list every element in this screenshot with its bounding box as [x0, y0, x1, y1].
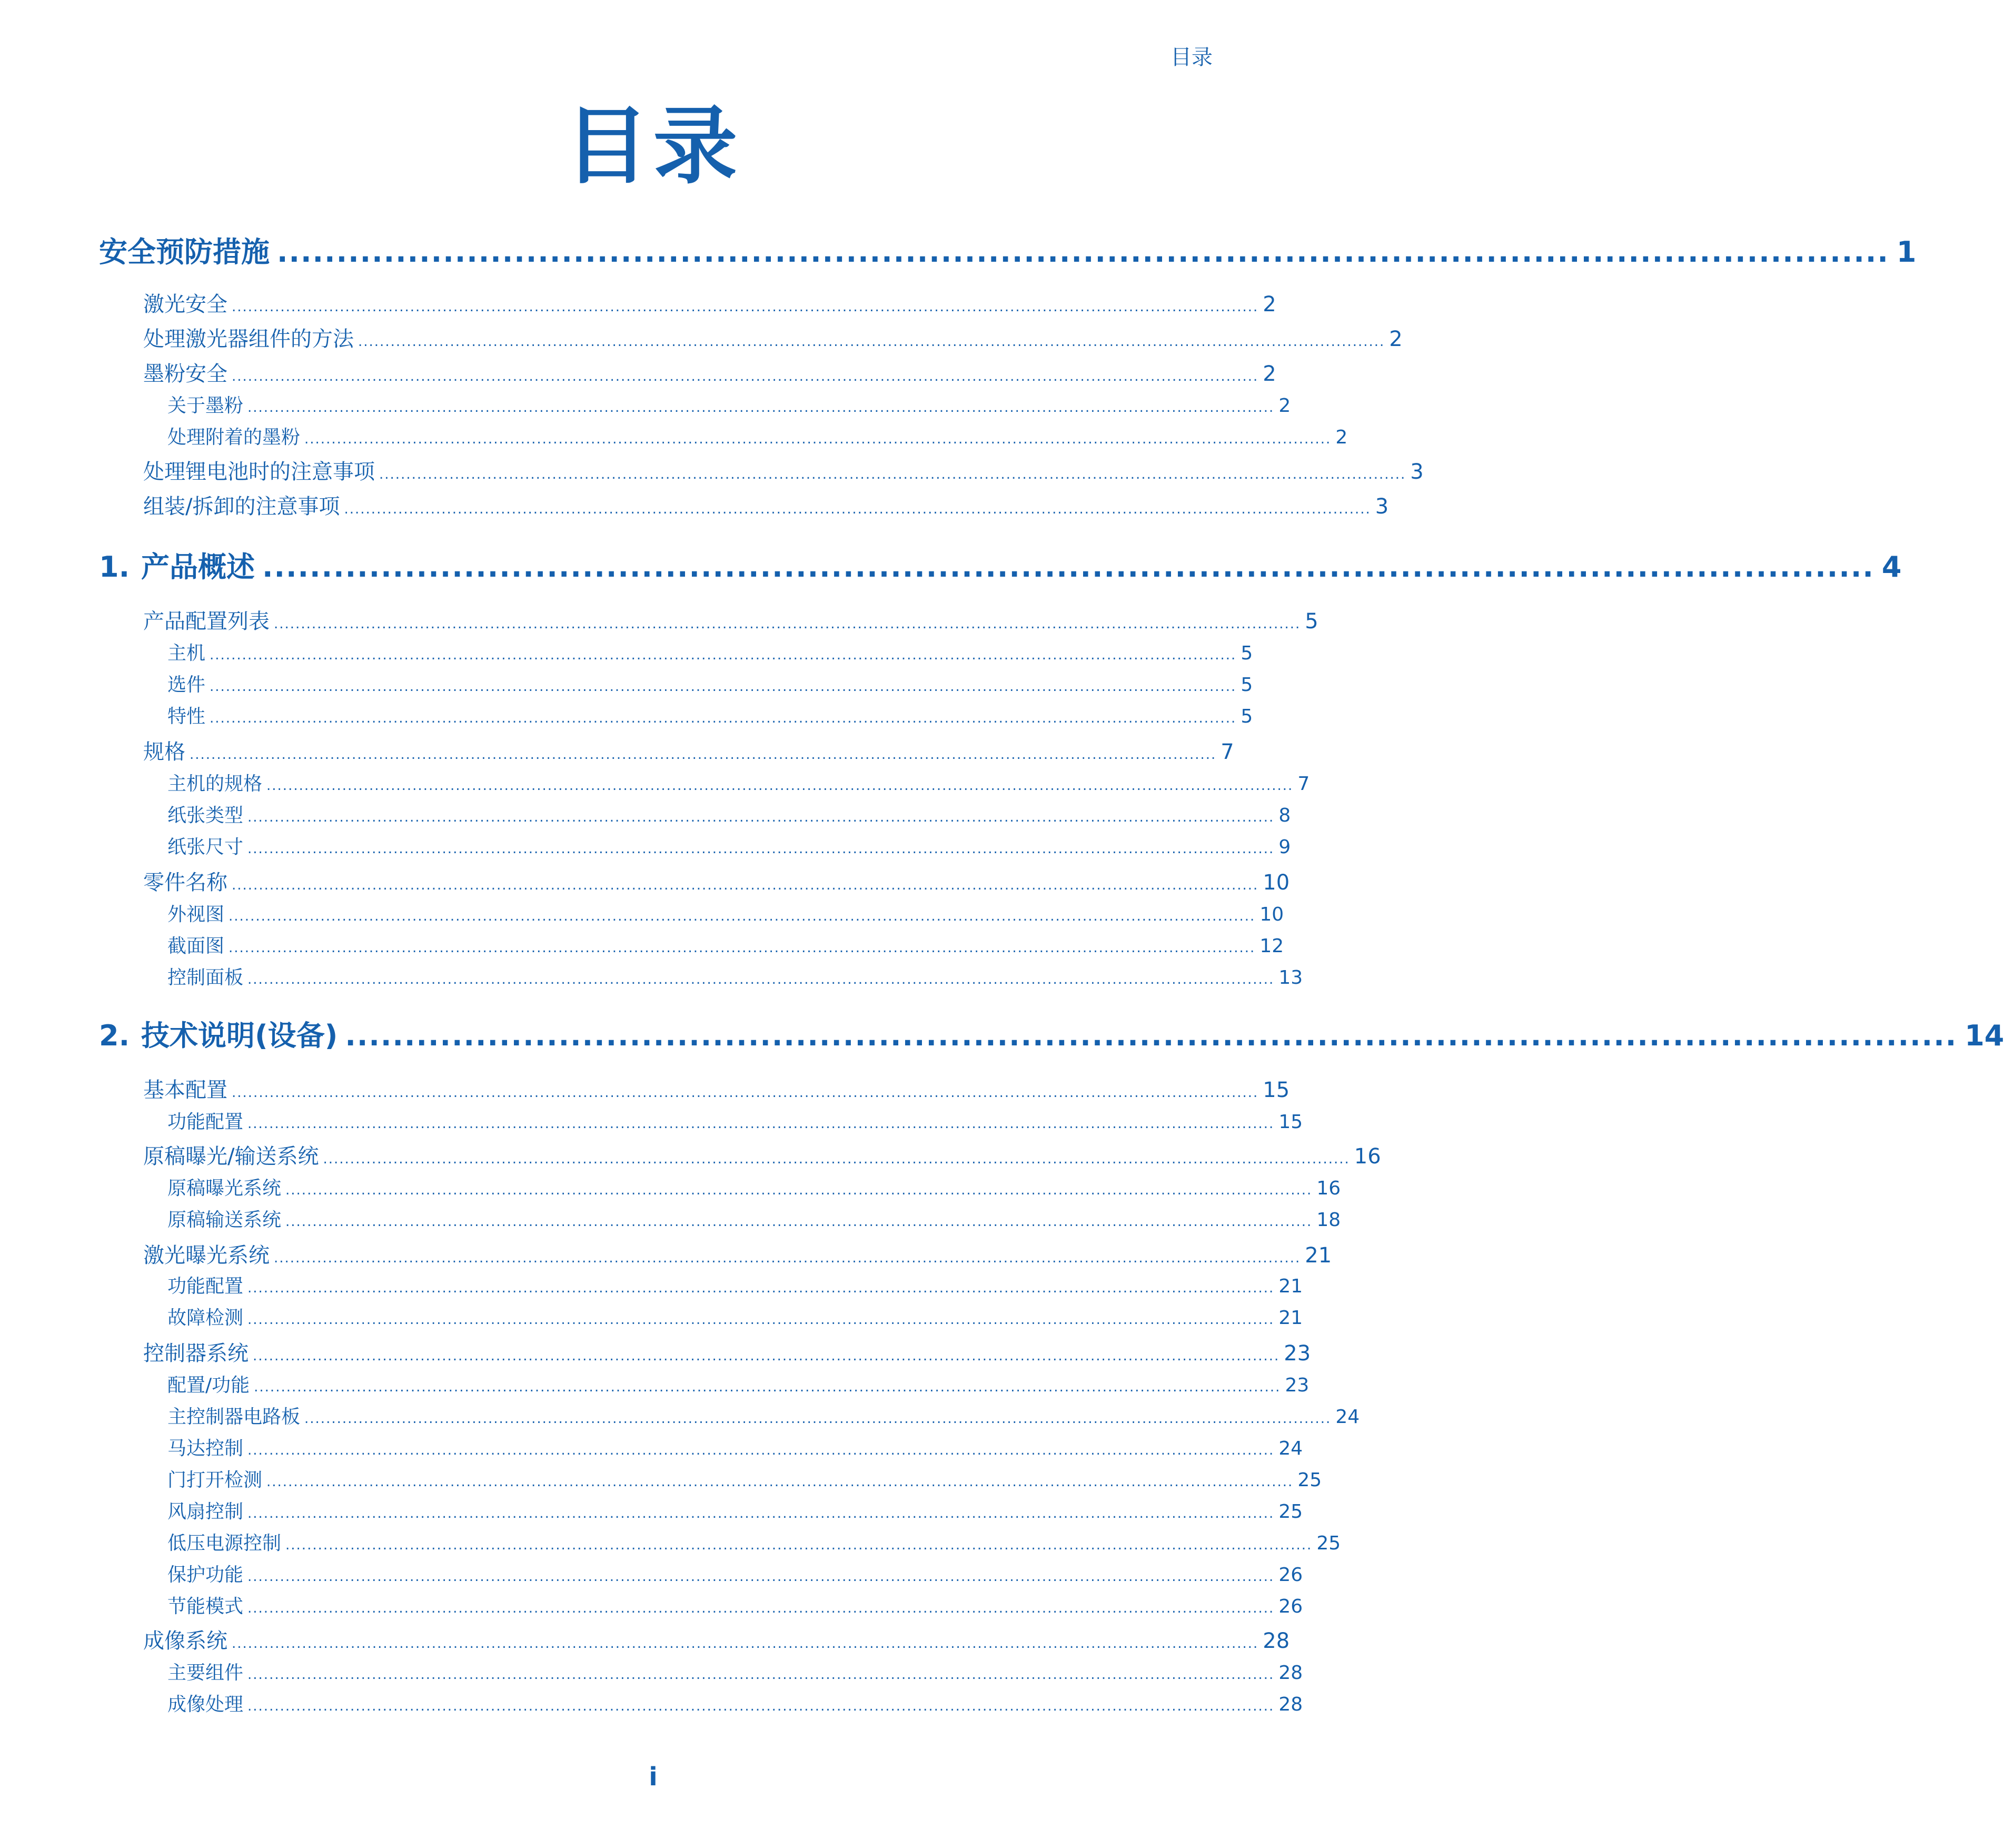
toc-subsection-title: 功能配置	[167, 1276, 244, 1297]
toc-page-number: 5	[1241, 674, 1253, 696]
toc-page-number: 18	[1316, 1209, 1341, 1231]
dot-leader: ..............................................................................................................................................................................................	[232, 369, 1259, 384]
toc-section[interactable]	[143, 490, 1389, 519]
toc-page-number: 25	[1278, 1501, 1303, 1523]
toc-subsection[interactable]	[167, 1370, 1309, 1397]
toc-page-number: 23	[1285, 1375, 1309, 1396]
toc-subsection[interactable]	[167, 1560, 1303, 1586]
toc-section-title: 规格	[143, 740, 185, 764]
toc-page-number: 13	[1278, 967, 1303, 989]
page-title: 目录	[564, 97, 742, 195]
running-header: 目录	[1170, 45, 1213, 70]
toc-chapter-1[interactable]	[99, 545, 1902, 584]
toc-subsection[interactable]	[167, 1689, 1303, 1716]
toc-section[interactable]	[143, 322, 1403, 351]
toc-chapter-title: 安全预防措施	[99, 235, 270, 269]
toc-subsection[interactable]	[167, 638, 1253, 665]
toc-page-number: 2	[1389, 327, 1403, 351]
toc-section[interactable]	[143, 1337, 1311, 1366]
toc-page-number: 2	[1263, 362, 1276, 386]
toc-page-number: 10	[1259, 904, 1284, 925]
dot-leader: ..............................................................................................................................................................................................	[247, 809, 1275, 825]
dot-leader: ..............................................................................................................................................................................................	[190, 747, 1217, 763]
dot-leader: ..............................................................................................................................................................................................	[247, 972, 1275, 987]
toc-subsection[interactable]	[167, 1205, 1341, 1231]
toc-page-number: 5	[1305, 609, 1318, 634]
dot-leader: ..............................................................................................................................................................................................	[285, 1537, 1313, 1553]
toc-subsection[interactable]	[167, 1402, 1360, 1428]
toc-page-number: 7	[1221, 740, 1234, 764]
toc-page-number: 8	[1278, 805, 1291, 826]
dot-leader: ..............................................................................................................................................................................................	[247, 1698, 1275, 1714]
dot-leader: ..............................................................................................................................................................................................	[254, 1379, 1281, 1395]
toc-chapter-heading	[99, 1013, 338, 1054]
toc-subsection[interactable]	[167, 1465, 1322, 1491]
toc-subsection-title: 纸张尺寸	[167, 836, 244, 858]
toc-section[interactable]	[143, 866, 1290, 895]
toc-chapter-title: 技术说明(设备)	[141, 1019, 338, 1052]
dot-leader: ..............................................................................................................................................................................................	[232, 1085, 1259, 1101]
toc-section[interactable]	[143, 1624, 1290, 1653]
toc-subsection[interactable]	[167, 900, 1284, 926]
toc-subsection-title: 截面图	[167, 935, 225, 957]
toc-subsection[interactable]	[167, 963, 1303, 989]
toc-page-number: 5	[1241, 706, 1253, 727]
toc-chapter-number: 1.	[99, 550, 130, 584]
toc-page-number: 15	[1263, 1078, 1290, 1102]
dot-leader: ..............................................................................................................................................................................................	[229, 940, 1256, 956]
toc-chapter-safety[interactable]	[99, 230, 1917, 269]
toc-subsection[interactable]	[167, 1434, 1303, 1460]
toc-section[interactable]	[143, 605, 1318, 634]
toc-page-number: 9	[1278, 836, 1291, 858]
toc-page-number: 3	[1410, 460, 1424, 484]
toc-page-number: 1	[1896, 235, 1917, 269]
toc-section-title: 原稿曝光/输送系统	[143, 1144, 319, 1169]
toc-subsection[interactable]	[167, 832, 1291, 858]
dot-leader: ..............................................................................................................................................................................................	[274, 616, 1301, 632]
toc-subsection[interactable]	[167, 801, 1291, 827]
toc-page-number: 26	[1278, 1564, 1303, 1586]
dot-leader: ........................................................................................................................................	[277, 235, 1889, 269]
toc-subsection-title: 主控制器电路板	[167, 1406, 301, 1428]
toc-section-title: 基本配置	[143, 1078, 227, 1102]
toc-page-number: 21	[1305, 1243, 1332, 1268]
dot-leader: ..............................................................................................................................................................................................	[247, 1569, 1275, 1585]
dot-leader: ..............................................................................................................................................................................................	[379, 467, 1406, 482]
toc-subsection-title: 纸张类型	[167, 805, 244, 826]
dot-leader: ..............................................................................................................................................................................................	[247, 1667, 1275, 1683]
toc-section[interactable]	[143, 288, 1276, 317]
toc-page-number: 24	[1335, 1406, 1360, 1428]
toc-section-title: 处理激光器组件的方法	[143, 327, 354, 351]
dot-leader: ........................................................................................................................................	[345, 1019, 1958, 1052]
dot-leader: ..............................................................................................................................................................................................	[247, 1600, 1275, 1616]
toc-section[interactable]	[143, 1073, 1290, 1102]
dot-leader: ..............................................................................................................................................................................................	[247, 1312, 1275, 1328]
toc-page-number: 7	[1297, 773, 1310, 795]
dot-leader: ..............................................................................................................................................................................................	[210, 710, 1237, 726]
dot-leader: ..............................................................................................................................................................................................	[232, 299, 1259, 315]
toc-chapter-number: 2.	[99, 1019, 130, 1052]
dot-leader: ..............................................................................................................................................................................................	[232, 1636, 1259, 1652]
toc-subsection[interactable]	[167, 1303, 1303, 1329]
toc-page-number: 14	[1965, 1019, 2004, 1052]
toc-section-title: 激光曝光系统	[143, 1243, 270, 1268]
toc-page-number: 10	[1263, 871, 1290, 895]
toc-section-title: 成像系统	[143, 1629, 227, 1653]
dot-leader: ..............................................................................................................................................................................................	[358, 334, 1385, 350]
dot-leader: ..............................................................................................................................................................................................	[253, 1348, 1280, 1364]
dot-leader: ..............................................................................................................................................................................................	[304, 431, 1332, 447]
dot-leader: ..............................................................................................................................................................................................	[247, 400, 1275, 416]
toc-page-number: 21	[1278, 1276, 1303, 1297]
dot-leader: ..............................................................................................................................................................................................	[274, 1250, 1301, 1266]
dot-leader: ..............................................................................................................................................................................................	[266, 1474, 1294, 1490]
toc-section[interactable]	[143, 357, 1276, 386]
toc-subsection[interactable]	[167, 670, 1253, 696]
toc-subsection-title: 控制面板	[167, 967, 244, 989]
toc-subsection[interactable]	[167, 701, 1253, 728]
toc-subsection[interactable]	[167, 1497, 1303, 1523]
toc-page-number: 16	[1354, 1144, 1381, 1169]
toc-subsection-title: 成像处理	[167, 1694, 244, 1715]
toc-subsection[interactable]	[167, 391, 1291, 417]
toc-subsection-title: 选件	[167, 674, 206, 696]
toc-section-title: 处理锂电池时的注意事项	[143, 460, 375, 484]
toc-section-title: 激光安全	[143, 292, 227, 317]
page-number: i	[649, 1762, 658, 1792]
toc-section[interactable]	[143, 735, 1234, 764]
toc-subsection[interactable]	[167, 1592, 1303, 1618]
toc-subsection[interactable]	[167, 1107, 1303, 1133]
toc-subsection[interactable]	[167, 1528, 1341, 1555]
toc-section[interactable]	[143, 455, 1424, 484]
toc-subsection-title: 马达控制	[167, 1438, 244, 1459]
toc-chapter-2[interactable]	[99, 1013, 2004, 1052]
toc-subsection[interactable]	[167, 422, 1348, 449]
dot-leader: ..............................................................................................................................................................................................	[247, 1280, 1275, 1296]
toc-subsection-title: 特性	[167, 706, 206, 727]
dot-leader: ..............................................................................................................................................................................................	[285, 1182, 1313, 1198]
toc-page-number: 26	[1278, 1596, 1303, 1617]
toc-section[interactable]	[143, 1239, 1332, 1268]
dot-leader: ..............................................................................................................................................................................................	[323, 1151, 1350, 1167]
toc-page-number: 23	[1284, 1341, 1311, 1366]
dot-leader: ..............................................................................................................................................................................................	[210, 647, 1237, 663]
toc-subsection-title: 原稿曝光系统	[167, 1178, 282, 1199]
toc-chapter-heading	[99, 545, 255, 585]
toc-page-number: 28	[1278, 1694, 1303, 1715]
toc-page-number: 28	[1278, 1662, 1303, 1684]
toc-subsection-title: 外视图	[167, 904, 225, 925]
dot-leader: ..............................................................................................................................................................................................	[247, 1506, 1275, 1521]
dot-leader: ........................................................................................................................................	[262, 550, 1874, 584]
toc-subsection-title: 低压电源控制	[167, 1533, 282, 1554]
toc-page-number: 24	[1278, 1438, 1303, 1459]
dot-leader: ..............................................................................................................................................................................................	[304, 1411, 1332, 1427]
dot-leader: ..............................................................................................................................................................................................	[266, 778, 1294, 794]
toc-page-number: 25	[1297, 1469, 1322, 1491]
dot-leader: ..............................................................................................................................................................................................	[229, 908, 1256, 924]
dot-leader: ..............................................................................................................................................................................................	[247, 841, 1275, 857]
toc-page-number: 21	[1278, 1307, 1303, 1329]
toc-subsection-title: 故障检测	[167, 1307, 244, 1329]
toc-subsection-title: 主机	[167, 643, 206, 664]
toc-section-title: 零件名称	[143, 871, 227, 895]
dot-leader: ..............................................................................................................................................................................................	[247, 1442, 1275, 1458]
dot-leader: ..............................................................................................................................................................................................	[232, 877, 1259, 893]
toc-page-number: 12	[1259, 935, 1284, 957]
toc-subsection-title: 风扇控制	[167, 1501, 244, 1523]
toc-page-number: 15	[1278, 1111, 1303, 1133]
toc-section-title: 产品配置列表	[143, 609, 270, 634]
toc-chapter-title: 产品概述	[141, 550, 255, 584]
toc-subsection-title: 配置/功能	[167, 1375, 250, 1396]
dot-leader: ..............................................................................................................................................................................................	[210, 679, 1237, 695]
toc-subsection[interactable]	[167, 1271, 1303, 1298]
toc-page-number: 2	[1263, 292, 1276, 317]
toc-subsection[interactable]	[167, 1173, 1341, 1200]
toc-page-number: 2	[1335, 427, 1348, 448]
toc-section-title: 组装/拆卸的注意事项	[143, 495, 340, 519]
toc-subsection-title: 主机的规格	[167, 773, 263, 795]
toc-page-number: 16	[1316, 1178, 1341, 1199]
toc-page-number: 4	[1881, 550, 1902, 584]
toc-subsection-title: 保护功能	[167, 1564, 244, 1586]
toc-page-number: 28	[1263, 1629, 1290, 1653]
toc-subsection-title: 原稿输送系统	[167, 1209, 282, 1231]
toc-subsection-title: 门打开检测	[167, 1469, 263, 1491]
toc-page-number: 2	[1278, 395, 1291, 417]
toc-subsection[interactable]	[167, 769, 1310, 795]
toc-section-title: 墨粉安全	[143, 362, 227, 386]
toc-subsection-title: 主要组件	[167, 1662, 244, 1684]
toc-subsection-title: 关于墨粉	[167, 395, 244, 417]
toc-section-title: 控制器系统	[143, 1341, 249, 1366]
toc-subsection-title: 功能配置	[167, 1111, 244, 1133]
toc-subsection[interactable]	[167, 1658, 1303, 1684]
toc-subsection-title: 处理附着的墨粉	[167, 427, 301, 448]
toc-subsection[interactable]	[167, 931, 1284, 957]
toc-subsection-title: 节能模式	[167, 1596, 244, 1617]
dot-leader: ..............................................................................................................................................................................................	[285, 1214, 1313, 1230]
toc-page-number: 5	[1241, 643, 1253, 664]
toc-page-number: 3	[1375, 495, 1389, 519]
dot-leader: ..............................................................................................................................................................................................	[344, 501, 1371, 517]
dot-leader: ..............................................................................................................................................................................................	[247, 1116, 1275, 1132]
toc-page-number: 25	[1316, 1533, 1341, 1554]
toc-section[interactable]	[143, 1140, 1381, 1169]
